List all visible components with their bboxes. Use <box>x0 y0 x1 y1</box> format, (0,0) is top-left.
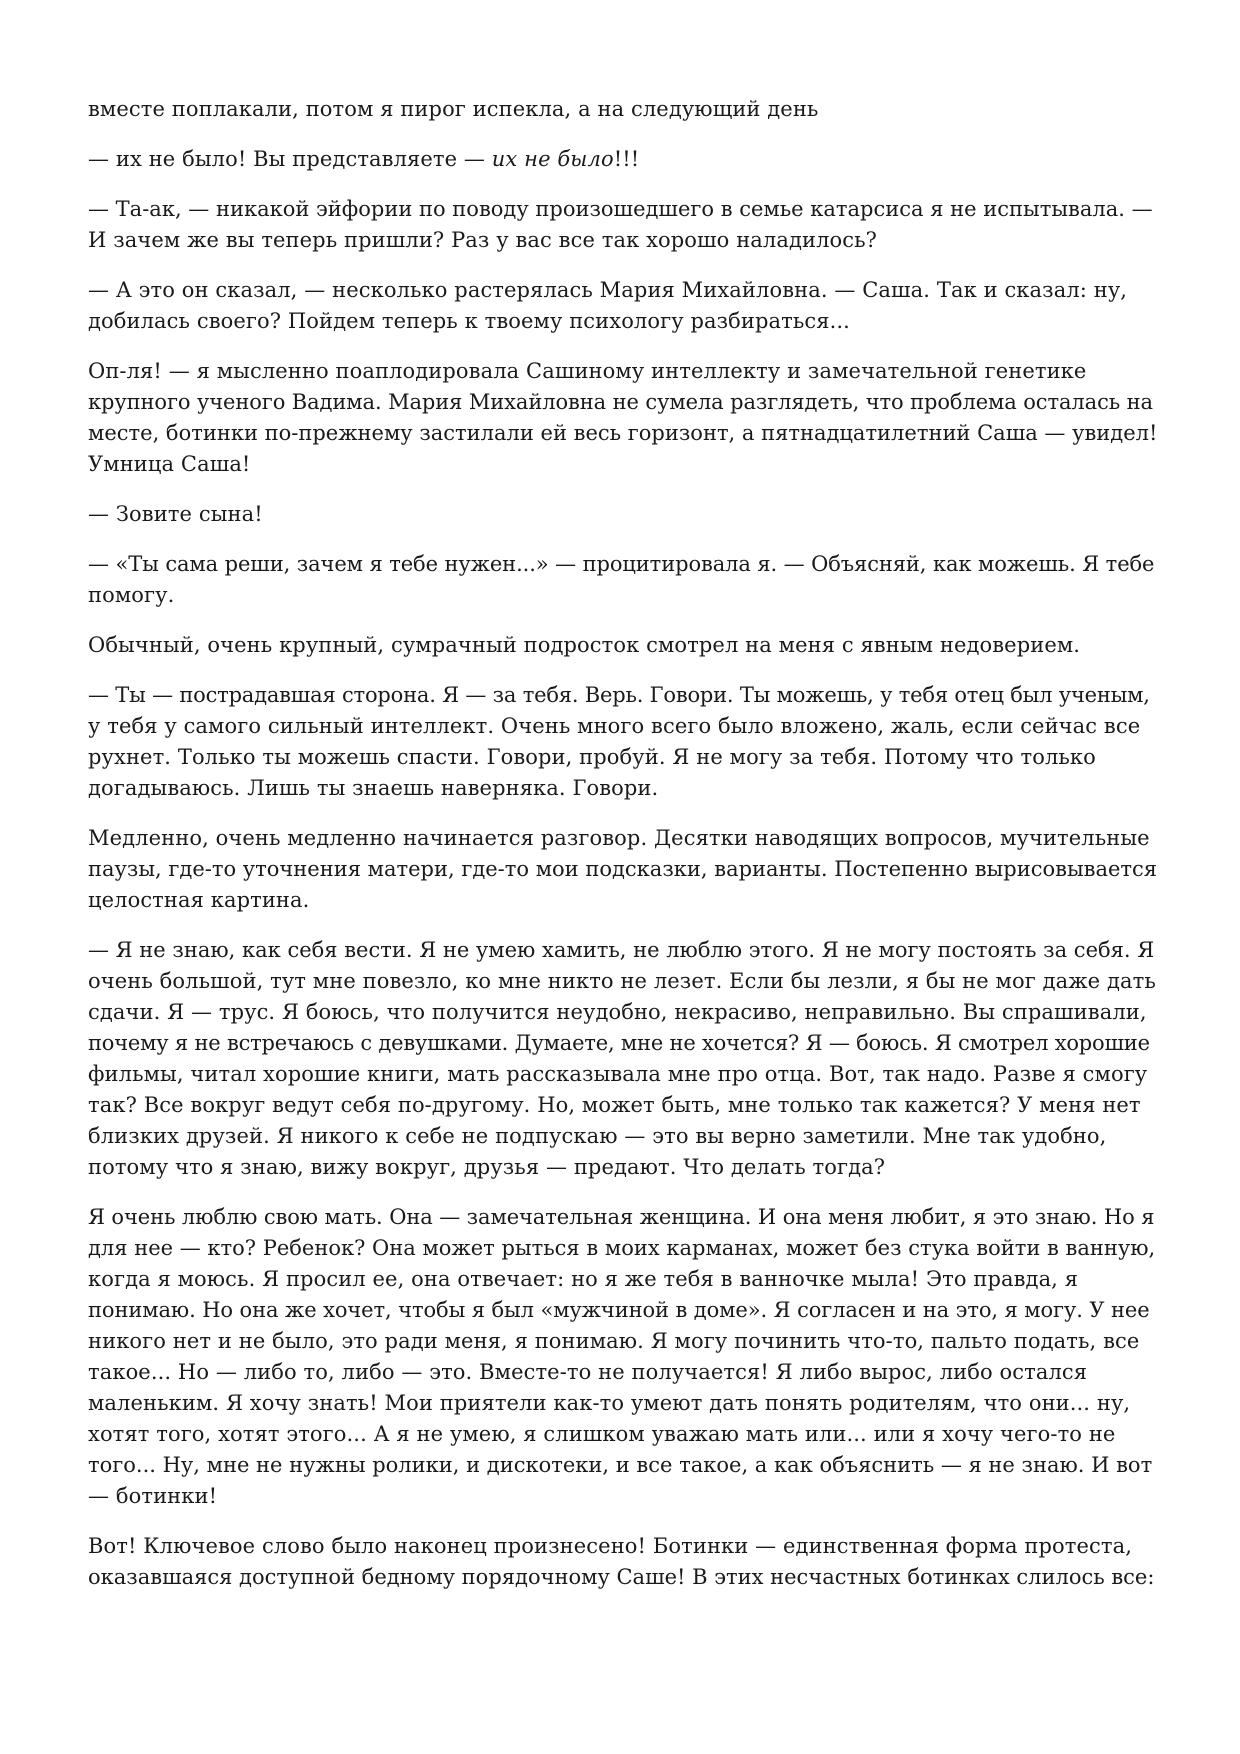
text-line: И зачем же вы теперь пришли? Раз у вас все так хорошо наладилось? <box>88 228 878 252</box>
text-line: — «Ты сама реши, зачем я тебе нужен...» — процитировала я. — Объясняй, как можешь. Я тебе <box>88 552 1155 576</box>
paragraph <box>88 935 1158 1183</box>
text-line: — Я не знаю, как себя вести. Я не умею хамить, не люблю этого. Я не могу постоять за себя. Я <box>88 938 1155 962</box>
text-line: хотят того, хотят этого... А я не умею, я слишком уважаю мать или... или я хочу чего-то не <box>88 1422 1116 1446</box>
text-line: маленьким. Я хочу знать! Мои приятели как-то умеют дать понять родителям, что они... ну, <box>88 1391 1131 1415</box>
paragraph <box>88 144 1158 175</box>
paragraph <box>88 356 1158 480</box>
paragraph <box>88 680 1158 804</box>
text-line: когда я моюсь. Я просил ее, она отвечает: но я же тебя в ванночке мыла! Это правда, я <box>88 1267 1079 1291</box>
text-line: Я очень люблю свою мать. Она — замечательная женщина. И она меня любит, я это знаю. Но я <box>88 1205 1155 1229</box>
text-line: — ботинки! <box>88 1484 218 1508</box>
text-run: !!! <box>613 147 640 171</box>
text-line: рухнет. Только ты можешь спасти. Говори, пробуй. Я не могу за тебя. Потому что только <box>88 745 1096 769</box>
text-line: вместе поплакали, потом я пирог испекла, а на следующий день <box>88 97 819 121</box>
text-line: так? Все вокруг ведут себя по-другому. Но, может быть, мне только так кажется? У меня нет <box>88 1093 1141 1117</box>
italic-text: их не было <box>491 147 614 171</box>
paragraph <box>88 499 1158 530</box>
text-line: крупного ученого Вадима. Мария Михайловна не сумела разглядеть, что проблема осталась на <box>88 390 1153 414</box>
paragraph <box>88 630 1158 661</box>
paragraph <box>88 275 1158 337</box>
text-line: целостная картина. <box>88 888 310 912</box>
text-line: потому что я знаю, вижу вокруг, друзья — предают. Что делать тогда? <box>88 1155 886 1179</box>
text-line: очень большой, тут мне повезло, ко мне никто не лезет. Если бы лезли, я бы не мог даже дать <box>88 969 1156 993</box>
text-line: — А это он сказал, — несколько растерялась Мария Михайловна. — Саша. Так и сказал: ну, <box>88 278 1128 302</box>
text-line: Умница Саша! <box>88 452 251 476</box>
paragraph <box>88 94 1158 125</box>
text-line: Медленно, очень медленно начинается разговор. Десятки наводящих вопросов, мучительные <box>88 826 1150 850</box>
text-line: месте, ботинки по-прежнему застилали ей весь горизонт, а пятнадцатилетний Саша — увидел! <box>88 421 1158 445</box>
text-line: у тебя у самого сильный интеллект. Очень много всего было вложено, жаль, если сейчас все <box>88 714 1141 738</box>
text-line: того... Ну, мне не нужны ролики, и дискотеки, и все такое, а как объяснить — я не знаю. И вот <box>88 1453 1153 1477</box>
text-line: помогу. <box>88 583 175 607</box>
text-line: Обычный, очень крупный, сумрачный подросток смотрел на меня с явным недоверием. <box>88 633 1081 657</box>
text-line: оказавшаяся доступной бедному порядочному Саше! В этих несчастных ботинках слилось все: <box>88 1565 1155 1589</box>
text-line: фильмы, читал хорошие книги, мать рассказывала мне про отца. Вот, так надо. Разве я смогу <box>88 1062 1148 1086</box>
text-line: никого нет и не было, это ради меня, я понимаю. Я могу починить что-то, пальто подать, все <box>88 1329 1140 1353</box>
text-line: паузы, где-то уточнения матери, где-то мои подсказки, варианты. Постепенно вырисовывается <box>88 857 1158 881</box>
text-line <box>88 144 1158 175</box>
text-line: — Зовите сына! <box>88 502 263 526</box>
text-line: для нее — кто? Ребенок? Она может рыться в моих карманах, может без стука войти в ванную, <box>88 1236 1156 1260</box>
text-line: догадываюсь. Лишь ты знаешь наверняка. Говори. <box>88 776 659 800</box>
text-line: сдачи. Я — трус. Я боюсь, что получится неудобно, некрасиво, неправильно. Вы спрашивали, <box>88 1000 1147 1024</box>
text-line: добилась своего? Пойдем теперь к твоему психологу разбираться... <box>88 309 850 333</box>
paragraph <box>88 823 1158 916</box>
text-line: такое... Но — либо то, либо — это. Вместе-то не получается! Я либо вырос, либо остался <box>88 1360 1088 1384</box>
text-line: Оп-ля! — я мысленно поаплодировала Сашиному интеллекту и замечательной генетике <box>88 359 1087 383</box>
text-line: Вот! Ключевое слово было наконец произнесено! Ботинки — единственная форма протеста, <box>88 1534 1132 1558</box>
paragraph <box>88 549 1158 611</box>
text-line: — Та-ак, — никакой эйфории по поводу произошедшего в семье катарсиса я не испытывала. — <box>88 197 1153 221</box>
text-line: почему я не встречаюсь с девушками. Думаете, мне не хочется? Я — боюсь. Я смотрел хорошие <box>88 1031 1150 1055</box>
paragraph <box>88 194 1158 256</box>
text-line: понимаю. Но она же хочет, чтобы я был «мужчиной в доме». Я согласен и на это, я могу. У нее <box>88 1298 1150 1322</box>
text-line: близких друзей. Я никого к себе не подпускаю — это вы верно заметили. Мне так удобно, <box>88 1124 1107 1148</box>
paragraph <box>88 1202 1158 1512</box>
paragraph <box>88 1531 1158 1593</box>
body-text <box>88 94 1158 1612</box>
text-run: — их не было! Вы представляете — <box>88 147 492 171</box>
text-line: — Ты — пострадавшая сторона. Я — за тебя. Верь. Говори. Ты можешь, у тебя отец был ученым, <box>88 683 1150 707</box>
